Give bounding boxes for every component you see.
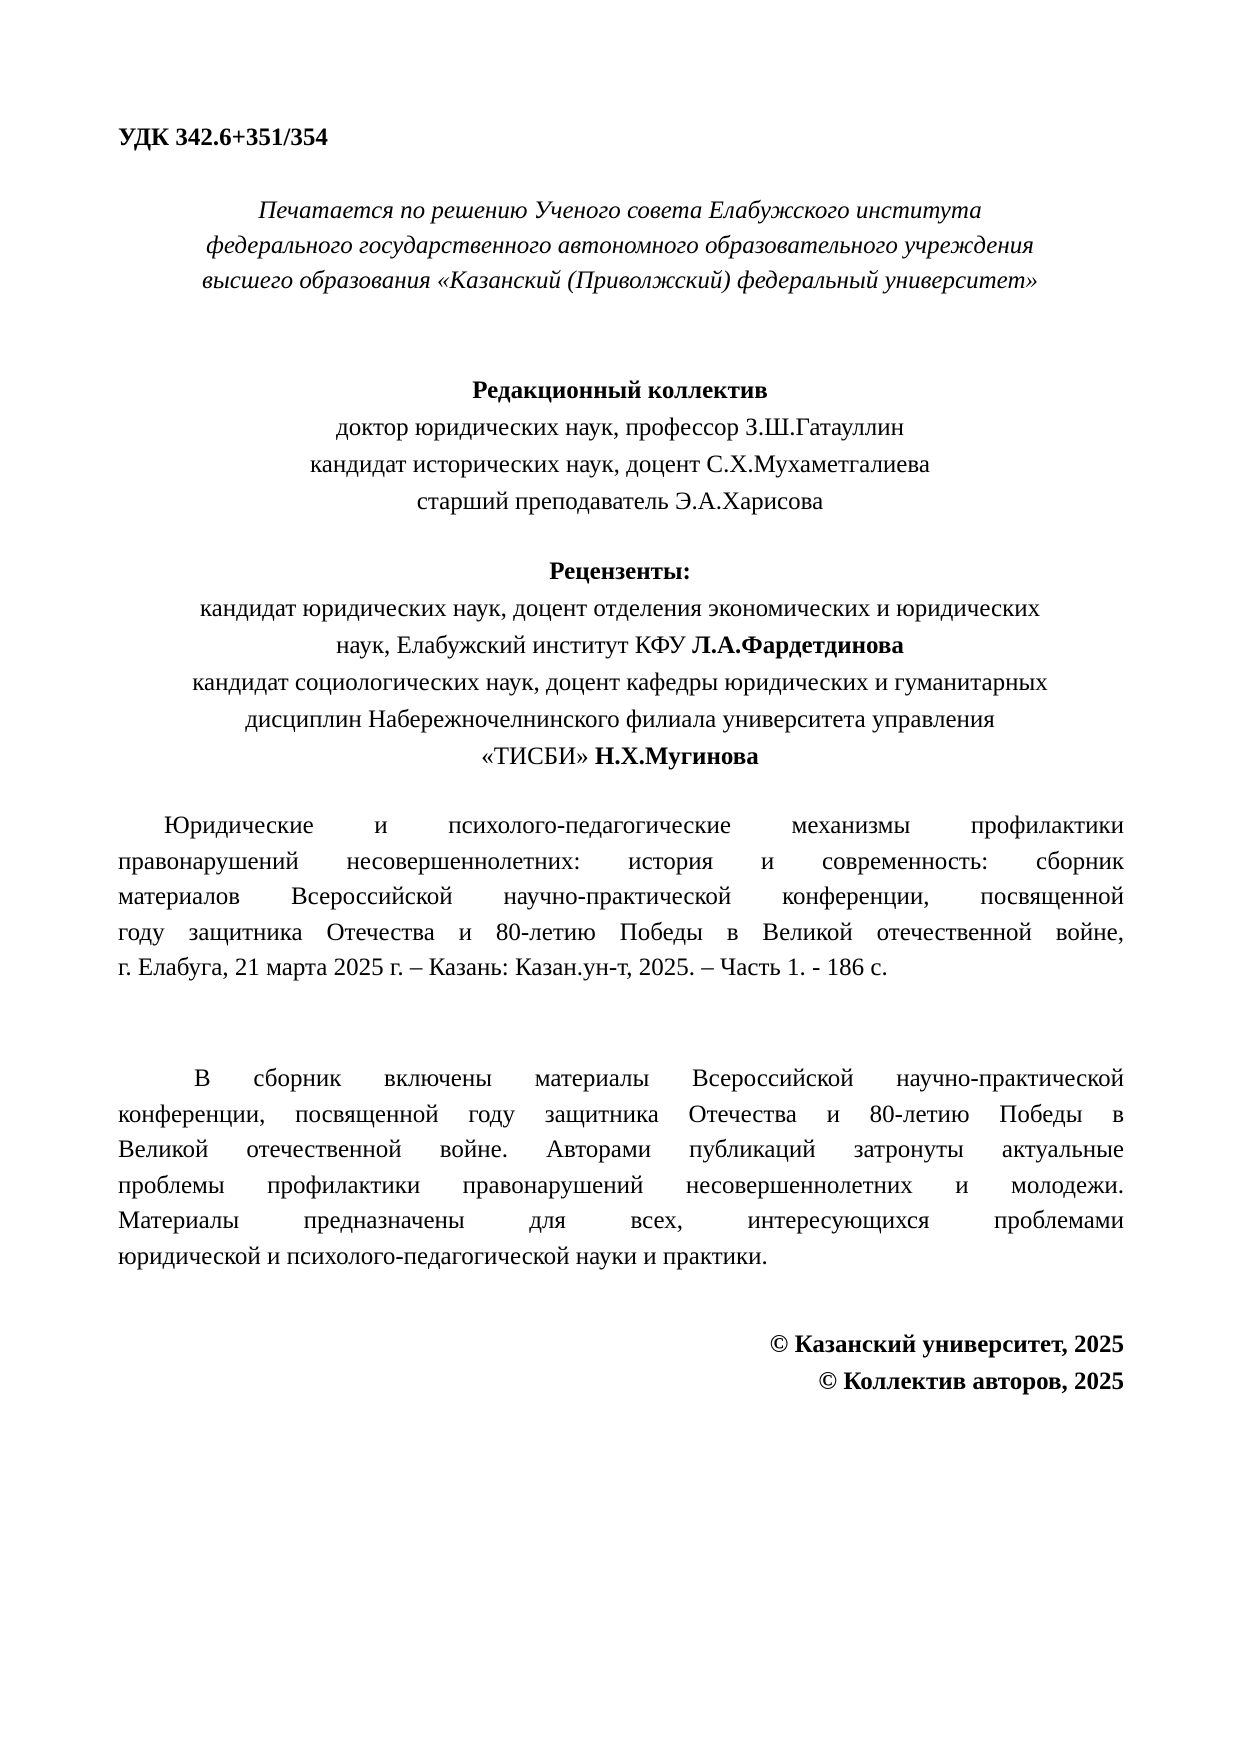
- bib-line: материалов Всероссийской научно-практической конференции, посвященной: [118, 883, 1124, 910]
- imprint-line: высшего образования «Казанский (Приволжский) федеральный университет»: [202, 267, 1038, 294]
- copyright-notice: [600, 1326, 1124, 1400]
- bib-line: г. Елабуга, 21 марта 2025 г. – Казань: Казан.ун-т, 2025. – Часть 1. - 186 с.: [118, 954, 888, 981]
- annotation-line: проблемы профилактики правонарушений несовершеннолетних и молодежи.: [118, 1171, 1124, 1199]
- imprint-line: федерального государственного автономного образовательного учреждения: [206, 232, 1034, 259]
- reviewers-heading: Рецензенты:: [549, 558, 691, 585]
- reviewer-line: [110, 627, 1130, 664]
- annotation-line: Материалы предназначены для всех, интересующихся проблемами: [118, 1207, 1124, 1234]
- bib-line: Юридические и психолого-педагогические механизмы профилактики: [164, 812, 1124, 839]
- annotation: [118, 1061, 1124, 1274]
- annotation-line: конференции, посвященной году защитника Отечества и 80-летию Победы в: [118, 1100, 1124, 1128]
- editorial-member: доктор юридических наук, профессор З.Ш.Гатауллин: [336, 414, 904, 441]
- imprint-line: Печатается по решению Ученого совета Елабужского института: [258, 197, 982, 224]
- reviewer-name: Н.Х.Мугинова: [594, 743, 759, 770]
- bib-line: правонарушений несовершеннолетних: история и современность: сборник: [118, 847, 1124, 875]
- udk-code: УДК 342.6+351/354: [118, 124, 328, 151]
- bib-line: году защитника Отечества и 80-летию Победы в Великой отечественной войне,: [118, 918, 1124, 946]
- editorial-member: старший преподаватель Э.А.Харисова: [416, 488, 824, 515]
- editorial-heading: Редакционный коллектив: [472, 377, 768, 404]
- reviewers-block: [110, 553, 1130, 775]
- reviewer-line: [110, 738, 1130, 775]
- reviewer-affiliation: «ТИСБИ»: [481, 743, 595, 770]
- reviewer-line: дисциплин Набережночелнинского филиала университета управления: [245, 706, 995, 733]
- copyright-line: © Коллектив авторов, 2025: [818, 1368, 1124, 1395]
- bibliographic-description: [118, 808, 1124, 986]
- imprint-note: [110, 193, 1130, 298]
- annotation-line: юридической и психолого-педагогической науки и практики.: [118, 1242, 768, 1270]
- copyright-line: © Казанский университет, 2025: [769, 1331, 1124, 1358]
- editorial-member: кандидат исторических наук, доцент С.Х.Мухаметгалиева: [310, 451, 930, 478]
- reviewer-affiliation: наук, Елабужский институт КФУ: [336, 632, 693, 659]
- annotation-line: Великой отечественной войне. Авторами публикаций затронуты актуальные: [118, 1136, 1124, 1163]
- reviewer-name: Л.А.Фардетдинова: [692, 632, 904, 659]
- reviewer-line: кандидат юридических наук, доцент отделения экономических и юридических: [199, 595, 1041, 622]
- reviewer-line: кандидат социологических наук, доцент кафедры юридических и гуманитарных: [192, 669, 1048, 696]
- annotation-line: В сборник включены материалы Всероссийской научно-практической: [194, 1065, 1124, 1092]
- editorial-board: [110, 372, 1130, 520]
